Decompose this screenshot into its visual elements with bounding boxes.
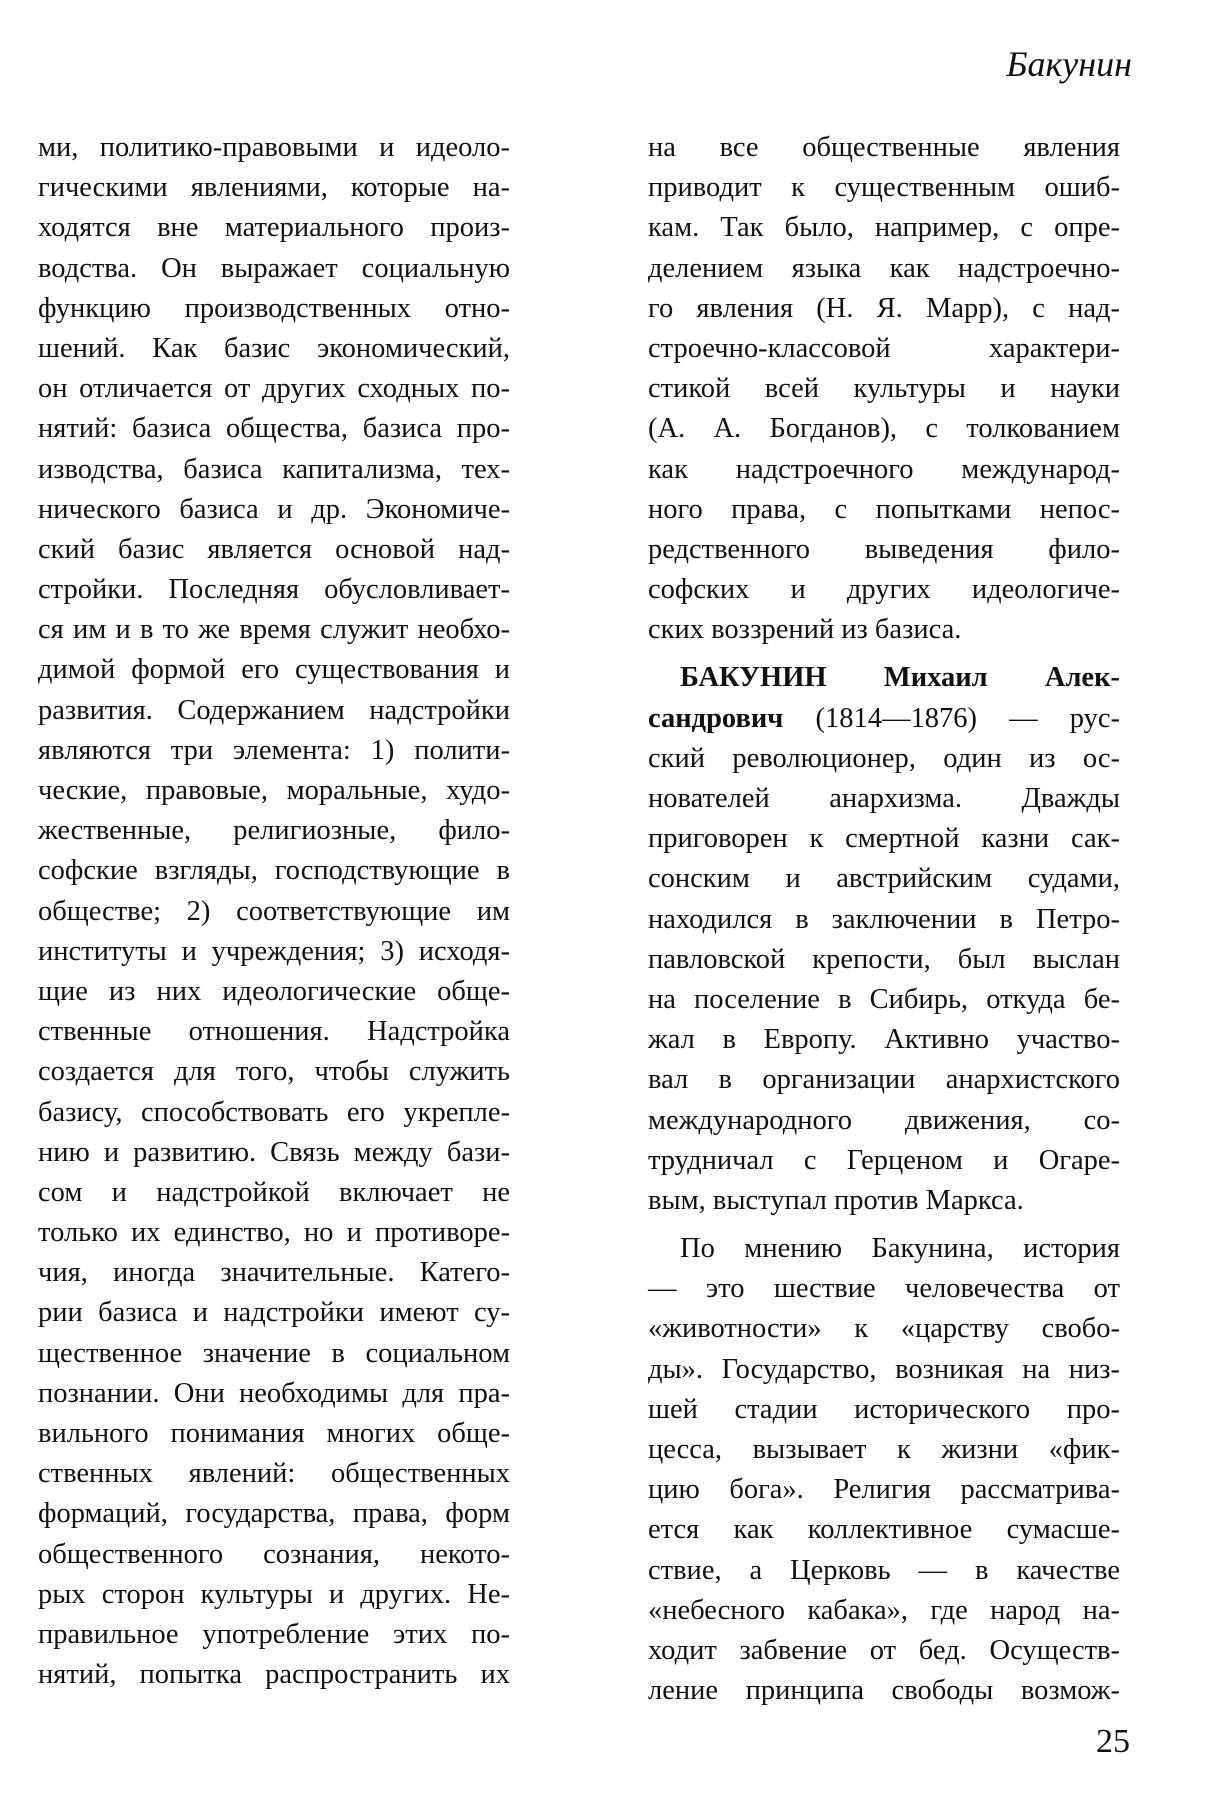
text-line: вал в организации анархистского [648, 1064, 1120, 1096]
text-line: ходятся вне материального произ- [38, 212, 510, 244]
left-column [38, 128, 510, 1695]
text-line: шей стадии исторического про- [648, 1393, 1120, 1425]
text-line: он отличается от других сходных по- [38, 373, 510, 405]
text-line: нию и развитию. Связь между бази- [38, 1136, 510, 1168]
text-line: софских и других идеологиче- [648, 574, 1120, 606]
text-line [648, 699, 1120, 739]
text-line: обществе; 2) соответствующие им [38, 895, 510, 927]
text-line: гическими явлениями, которые на- [38, 172, 510, 204]
text-line: водства. Он выражает социальную [38, 252, 510, 284]
text-line: познании. Они необходимы для пра- [38, 1377, 510, 1409]
text-line: ский революционер, один из ос- [648, 742, 1120, 774]
text-line: нического базиса и др. Экономиче- [38, 493, 510, 525]
text-line: только их единство, но и противоре- [38, 1217, 510, 1249]
text-line: кам. Так было, например, с опре- [648, 212, 1120, 244]
text-line: ление принципа свободы возмож- [648, 1675, 1120, 1707]
text-line: как надстроечного международ- [648, 453, 1120, 485]
entry-headword: БАКУНИН [680, 662, 827, 694]
text-line: цесса, вызывает к жизни «фик- [648, 1434, 1120, 1465]
text-line: сонским и австрийским судами, [648, 863, 1120, 895]
text-line: ется как коллективное сумасше- [648, 1514, 1120, 1546]
text-line: сом и надстройкой включает не [38, 1176, 510, 1208]
text-line: (А. А. Богданов), с толкованием [648, 413, 1120, 445]
text-line: ственные отношения. Надстройка [38, 1016, 510, 1048]
text-line: создается для того, чтобы служить [38, 1056, 510, 1088]
entry-bakunin [648, 658, 1120, 1221]
paragraph-basis-conclusion [648, 128, 1120, 650]
text-line: стикой всей культуры и науки [648, 373, 1120, 405]
text-line: щественное значение в социальном [38, 1337, 510, 1369]
text-line: общественного сознания, некото- [38, 1538, 510, 1570]
text-line: строечно-классовой характери- [648, 332, 1120, 364]
text-line: ских воззрений из базиса. [648, 614, 962, 646]
text-line: формаций, государства, права, форм [38, 1498, 510, 1530]
text-line: чия, иногда значительные. Катего- [38, 1257, 510, 1289]
text-line: приводит к существенным ошиб- [648, 172, 1120, 204]
text-line: функцию производственных отно- [38, 292, 510, 324]
text-line: трудничал с Герценом и Огаре- [648, 1144, 1120, 1176]
text-line: По мнению Бакунина, история [680, 1233, 1120, 1265]
text-line: правильное употребление этих по- [38, 1618, 510, 1650]
text-line: жал в Европу. Активно участво- [648, 1024, 1120, 1056]
text-line: шений. Как базис экономический, [38, 332, 510, 364]
entry-name: Михаил Алек- [883, 662, 1120, 694]
text-line: ческие, правовые, моральные, худо- [38, 775, 510, 806]
text-line: ственных явлений: общественных [38, 1458, 510, 1490]
text-line: рых сторон культуры и других. Не- [38, 1578, 510, 1610]
text-line: приговорен к смертной казни сак- [648, 823, 1120, 855]
text-line: ствие, а Церковь — в качестве [648, 1554, 1120, 1586]
right-column [648, 128, 1120, 1711]
text-line: рии базиса и надстройки имеют су- [38, 1297, 510, 1329]
text-line: нятий: базиса общества, базиса про- [38, 413, 510, 445]
text-line: софские взгляды, господствующие в [38, 855, 510, 887]
text-line: — это шествие человечества от [648, 1273, 1120, 1305]
text-line: изводства, базиса капитализма, тех- [38, 453, 510, 485]
text-line: базису, способствовать его укрепле- [38, 1096, 510, 1128]
text-line: вым, выступал против Маркса. [648, 1184, 1024, 1216]
text-line: международного движения, со- [648, 1104, 1120, 1136]
text-line: щие из них идеологические обще- [38, 975, 510, 1007]
text-line: ды». Государство, возникая на низ- [648, 1353, 1120, 1385]
entry-name-cont: сандрович [648, 702, 784, 734]
text-line: на поселение в Сибирь, откуда бе- [648, 983, 1120, 1015]
text-line: ходит забвение от бед. Осуществ- [648, 1634, 1120, 1666]
entry-dates: (1814—1876) — рус- [783, 702, 1120, 734]
running-head: Бакунин [1006, 44, 1132, 84]
text-line: на все общественные явления [648, 132, 1120, 163]
text-line: делением языка как надстроечно- [648, 252, 1120, 284]
page-number: 25 [1096, 1723, 1130, 1760]
text-line: нятий, попытка распространить их [38, 1659, 510, 1691]
text-line: ский базис является основой над- [38, 533, 510, 565]
text-line: цию бога». Религия рассматрива- [648, 1474, 1120, 1506]
text-line: нователей анархизма. Дважды [648, 783, 1120, 814]
text-line: жественные, религиозные, фило- [38, 815, 510, 847]
entry-heading-line [648, 658, 1120, 698]
text-line: ми, политико-правовыми и идеоло- [38, 132, 510, 163]
text-line: развития. Содержанием надстройки [38, 694, 510, 726]
text-line: институты и учреждения; 3) исходя- [38, 935, 510, 967]
text-line: «животности» к «царству свобо- [648, 1313, 1120, 1345]
text-line: ного права, с попытками непос- [648, 493, 1120, 525]
text-line: го явления (Н. Я. Марр), с над- [648, 292, 1120, 324]
text-line: стройки. Последняя обусловливает- [38, 574, 510, 606]
text-line: редственного выведения фило- [648, 533, 1120, 565]
text-line: находился в заключении в Петро- [648, 903, 1120, 935]
text-line: павловской крепости, был выслан [648, 943, 1120, 975]
text-line: «небесного кабака», где народ на- [648, 1594, 1120, 1626]
text-line: вильного понимания многих обще- [38, 1418, 510, 1449]
text-line: ся им и в то же время служит необхо- [38, 614, 510, 646]
paragraph-bakunin-views [648, 1229, 1120, 1711]
text-line: являются три элемента: 1) полити- [38, 734, 510, 766]
text-line: димой формой его существования и [38, 654, 510, 686]
